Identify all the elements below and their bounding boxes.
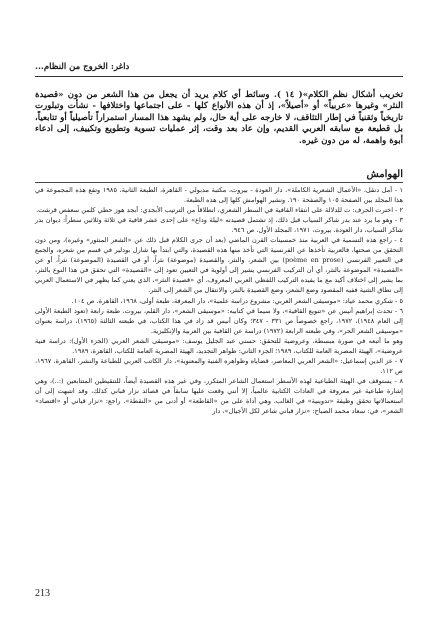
- note-3: ٣ - وهو ما يرد عند بدر شاكر السياب قبل ذلك، إذ تشتمل قصيدته «ليلة وداع» على إحدى عشر قافية في ثلاثة وثلاثين سطراً: ديوان بدر شاكر السياب، دار العودة، بيروت، ١٩٧١، المجلد الأول، ص ٩٤٦.: [35, 216, 403, 235]
- notes-title: الهوامش: [366, 169, 403, 180]
- header-divider: [35, 76, 403, 77]
- notes-divider: [35, 182, 403, 183]
- body-paragraph: تخريب أشكال نظم الكلام»( ١٤ ). وسائط أي كلام يريد أن يجعل من هذا الشعر من دون «قصيدة النثر» وغيرها «عربياً» أو «أصيلاً»، إذ أن هذه الأنواع كلها - على اجتماعها واختلافها - نشأت وتبلورت تاريخياً وثقنياً في إطار التثاقف، لا خارجه على أية حال، ولم يشهد هذا المسار استمراراً تأصيلياً أو تتابعياً، بل قطيعة مع سابقه العربي القديم، وإن عاد بعد وقت، إثر عمليات تسوية وتطويع وتكييف، إلى ادعاء أبوة واهمة، له من دون غيره.: [35, 89, 403, 146]
- note-2: ٢ - اخترت الحرف: ت للدلالة على انتقاء القافية في السطر الشعري، انطلاقاً من الترتيب الأبجدي: أبجد هوز حطي كلمن سعفص قرشت.: [36, 206, 403, 215]
- note-4: ٤ - راجع هذه التسمية في العربية منذ خمسينات القرن الماضي (بعد أن جرى الكلام قبل ذلك عن «الشعر المنثور» وغيره)، ومن دون التحقق من صحتها، فالعربية تأخذها عن الفرنسية التي تأخذ منها هذه القصيدة، والتي ابتدأ بها شارل بودلير في قسم من شعره، والجمع في التعبير الفرنسي (poème en prose) بين الشعر، والنثر، والقصيدة (موضوعة) نثراً، أو في القصيدة (الموضوعة) نثراً، أو عن «القصيدة» الموضوعة بالنثر، أي أن التركيب الفرنسي يشير إلى أولوية في التعيين تعود إلى «القصيدة» التي تحقق في هذا النوع بالنثر، بما يشير إلى اختلاف أكيد مع ما يفيده التركيب اللفظي العربي المعروف، أي «قصيدة النثر»، الذي يعني كما يظهر في الاستعمال العربي إلى نطاق التثنية ففيه المقصود وضع الشعر، وضع القصيدة بالنثر، والانتقال من الشعر إلى النثر.: [35, 236, 404, 295]
- notes-list: [35, 185, 403, 416]
- note-5: ٥ - شكري محمد عياد: «موسيقى الشعر العربي: مشروع دراسة علمية»، دار المعرفة، طبعة أولى، ١٩٦٨، القاهرة، ص ١٠٤.: [71, 296, 403, 305]
- note-6-continued: وهو ما أتبعه في صورة مبسطة، وعروضية للتحقق: حسني عبد الجليل يوسف: «موسيقى الشعر العربي (الجزء الأول): دراسة فنية عروضية»، الهيئة المصرية العامة للكتاب، ١٩٨٩؛ الجزء الثاني: ظواهر التجديد، الهيئة المصرية العامة للكتاب، القاهرة، ١٩٨٩.: [35, 336, 403, 355]
- note-7: ٧ - عز الدين إسماعيل: «الشعر العربي المعاصر، قضاياه وظواهره الفنية والمعنوية»، دار الكاتب العربي للطباعة والنشر، القاهرة، ١٩٦٧، ص ١١٢.: [35, 356, 403, 375]
- note-6: ٦ - تحدث إبراهيم أنيس عن «تنويع القافية»، ولا سيما في كتابيه: «موسيقى الشعر»، دار القلم، بيروت، طبعة رابعة (تعود الطبعة الأولى إلى العام ١٩٤٨)، ١٩٧٢، راجع خصوصاً ص ٣٣١ - ٣٤٧؛ وكان أنيس قد زاد في هذا الكتاب، في طبعته الثالثة (١٩٦٥)، دراسة بعنوان «موسيقى الشعر الحر»، وفي طبعته الرابعة (١٩٧٢) دراسة عن القافية بين العربية والإنكليزية.: [35, 306, 404, 335]
- running-head: داغر: الخروج من النظام...: [35, 62, 130, 72]
- note-8: ٨ - يستوقف في الهيئة الطباعية لهذه الأسطر استعمال الشاعر المتكرر، وفي غير هذه القصيدة أيضاً، للتنقيطين المتتابعين (:..)، وهي إشارة طباعية غير معروفة في العادات الكتابية عالمياً، إلا أنني وقعت عليها سابقاً في قصائد نزار قباني كذلك، وقد انتبهت إلى أن استعمالاتها تحقق وظيفة «تدوينية» في الغالب، وهي أداة على من «القاطعة» أو أدنى من «النقطة». راجع: «نزار قباني أو «اقتصاد» الشعر»، في: سعاد محمد الصباح: «نزار قباني شاعر لكل الأجيال»، دار: [35, 376, 403, 416]
- note-1: ١ - أمل دنقل، «الأعمال الشعرية الكاملة»، دار العودة - بيروت، مكتبة مدبولي - القاهرة، الطبعة الثانية، ١٩٨٥ وتقع هذه المجموعة في هذا المجلد بين الصفحة ١٠٥ والصفحة ١٩٠. ونشير الهوامش كلها إلى هذه الطبعة.: [35, 186, 403, 205]
- page-number: 213: [35, 588, 50, 599]
